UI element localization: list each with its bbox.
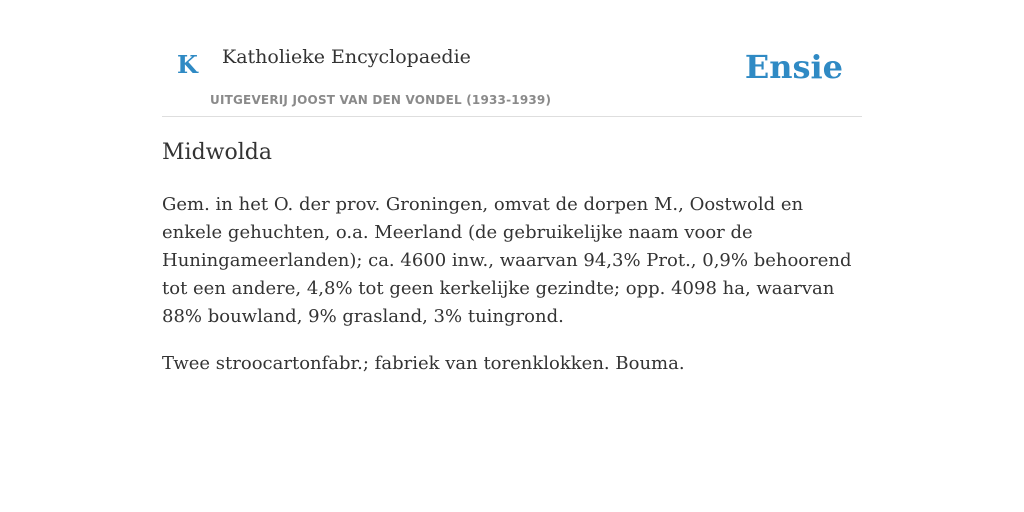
encyclopedia-header xyxy=(162,36,862,117)
publication-logo[interactable]: K xyxy=(177,50,198,79)
article xyxy=(162,140,862,378)
publication-title[interactable]: Katholieke Encyclopaedie xyxy=(222,46,471,68)
publisher-line: UITGEVERIJ JOOST VAN DEN VONDEL (1933-1939) xyxy=(210,93,552,107)
article-paragraph: Gem. in het O. der prov. Groningen, omvat de dorpen M., Oostwold en enkele gehuchten, o.a. Meerland (de gebruikelijke naam voor de Huningameerlanden); ca. 4600 inw., waarvan 94,3% Prot., 0,9% behoorend tot een andere, 4,8% tot geen kerkelijke gezindte; opp. 4098 ha, waarvan 88% bouwland, 9% grasland, 3% tuingrond. xyxy=(162,194,852,328)
article-title: Midwolda xyxy=(162,140,272,165)
ensie-logo[interactable]: Ensie xyxy=(744,48,843,86)
article-paragraph: Twee stroocartonfabr.; fabriek van torenklokken. Bouma. xyxy=(162,353,685,375)
